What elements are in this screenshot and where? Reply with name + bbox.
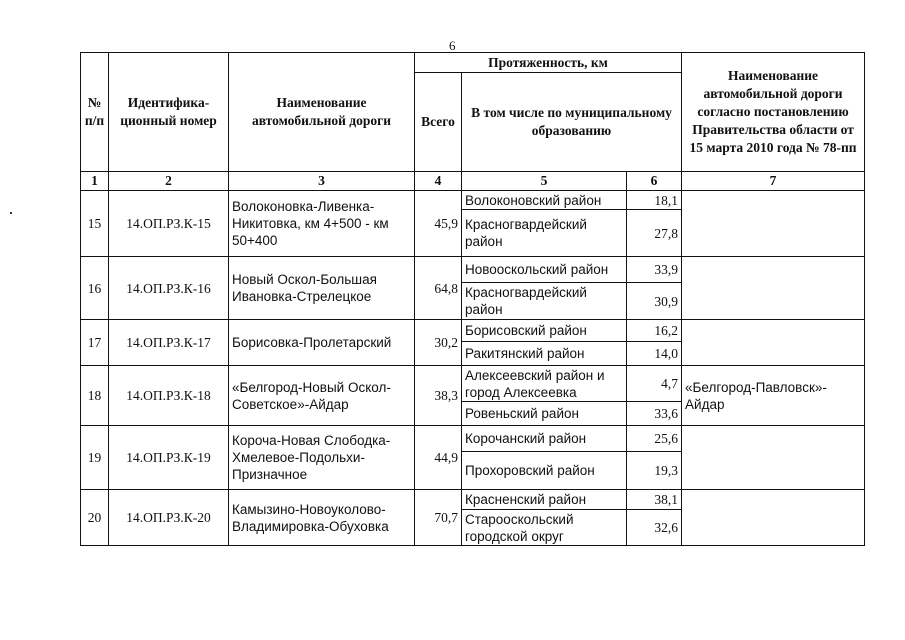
row-number: 19 (81, 426, 109, 490)
row-decree-name (682, 257, 865, 320)
row-district: Корочанский район (462, 426, 627, 452)
row-district-km: 14,0 (627, 342, 682, 366)
row-district-km: 16,2 (627, 320, 682, 342)
row-district-km: 4,7 (627, 366, 682, 402)
row-number: 17 (81, 320, 109, 366)
row-district-km: 30,9 (627, 283, 682, 320)
row-number: 15 (81, 191, 109, 257)
row-total: 70,7 (415, 490, 462, 546)
row-road-name: Камызино-Новоуколово-Владимировка-Обуховка (229, 490, 415, 546)
row-district-km: 19,3 (627, 452, 682, 490)
row-district: Алексеевский район и город Алексеевка (462, 366, 627, 402)
header-decree-name: Наименование автомобильной дороги согласно постановлению Правительства области от 15 марта 2010 года № 78-пп (682, 53, 865, 172)
row-district: Новооскольский район (462, 257, 627, 283)
column-number: 3 (229, 172, 415, 191)
column-number: 1 (81, 172, 109, 191)
row-district-km: 33,9 (627, 257, 682, 283)
header-total: Всего (415, 73, 462, 172)
row-total: 44,9 (415, 426, 462, 490)
row-district: Прохоровский район (462, 452, 627, 490)
row-district-km: 38,1 (627, 490, 682, 510)
row-district-km: 27,8 (627, 210, 682, 257)
row-district-km: 18,1 (627, 191, 682, 210)
table-row (81, 257, 865, 283)
row-decree-name (682, 191, 865, 257)
row-district: Красногвардейский район (462, 210, 627, 257)
row-number: 16 (81, 257, 109, 320)
row-decree-name (682, 320, 865, 366)
table-row (81, 191, 865, 210)
row-district: Волоконовский район (462, 191, 627, 210)
table-row (81, 320, 865, 342)
row-identifier: 14.ОП.РЗ.К-20 (109, 490, 229, 546)
row-district-km: 33,6 (627, 402, 682, 426)
row-identifier: 14.ОП.РЗ.К-17 (109, 320, 229, 366)
table-row (81, 366, 865, 402)
row-total: 30,2 (415, 320, 462, 366)
row-district: Красногвардейский район (462, 283, 627, 320)
row-number: 18 (81, 366, 109, 426)
row-road-name: Волоконовка-Ливенка-Никитовка, км 4+500 - км 50+400 (229, 191, 415, 257)
row-district: Старооскольский городской округ (462, 510, 627, 546)
row-identifier: 14.ОП.РЗ.К-15 (109, 191, 229, 257)
column-number: 4 (415, 172, 462, 191)
row-total: 45,9 (415, 191, 462, 257)
row-road-name: Борисовка-Пролетарский (229, 320, 415, 366)
row-identifier: 14.ОП.РЗ.К-16 (109, 257, 229, 320)
row-district-km: 32,6 (627, 510, 682, 546)
column-number: 2 (109, 172, 229, 191)
row-decree-name: «Белгород-Павловск»-Айдар (682, 366, 865, 426)
row-total: 64,8 (415, 257, 462, 320)
row-district: Ровеньский район (462, 402, 627, 426)
header-road-name: Наименование автомобильной дороги (229, 53, 415, 172)
page-number: 6 (449, 38, 456, 53)
header-identifier: Идентифика-ционный номер (109, 53, 229, 172)
header-number: № п/п (81, 53, 109, 172)
row-road-name: Короча-Новая Слободка-Хмелевое-Подольхи-Призначное (229, 426, 415, 490)
column-number: 5 (462, 172, 627, 191)
row-road-name: «Белгород-Новый Оскол-Советское»-Айдар (229, 366, 415, 426)
column-number: 6 (627, 172, 682, 191)
row-district-km: 25,6 (627, 426, 682, 452)
row-identifier: 14.ОП.РЗ.К-19 (109, 426, 229, 490)
row-decree-name (682, 426, 865, 490)
row-decree-name (682, 490, 865, 546)
row-total: 38,3 (415, 366, 462, 426)
row-number: 20 (81, 490, 109, 546)
row-identifier: 14.ОП.РЗ.К-18 (109, 366, 229, 426)
roads-table (80, 52, 865, 546)
header-length-group: Протяженность, км (415, 53, 682, 73)
table-row (81, 426, 865, 452)
table-row (81, 490, 865, 510)
row-district: Ракитянский район (462, 342, 627, 366)
scan-speck (10, 212, 12, 214)
row-district: Красненский район (462, 490, 627, 510)
row-road-name: Новый Оскол-Большая Ивановка-Стрелецкое (229, 257, 415, 320)
header-municipal: В том числе по муниципальному образованию (462, 73, 682, 172)
column-number: 7 (682, 172, 865, 191)
row-district: Борисовский район (462, 320, 627, 342)
